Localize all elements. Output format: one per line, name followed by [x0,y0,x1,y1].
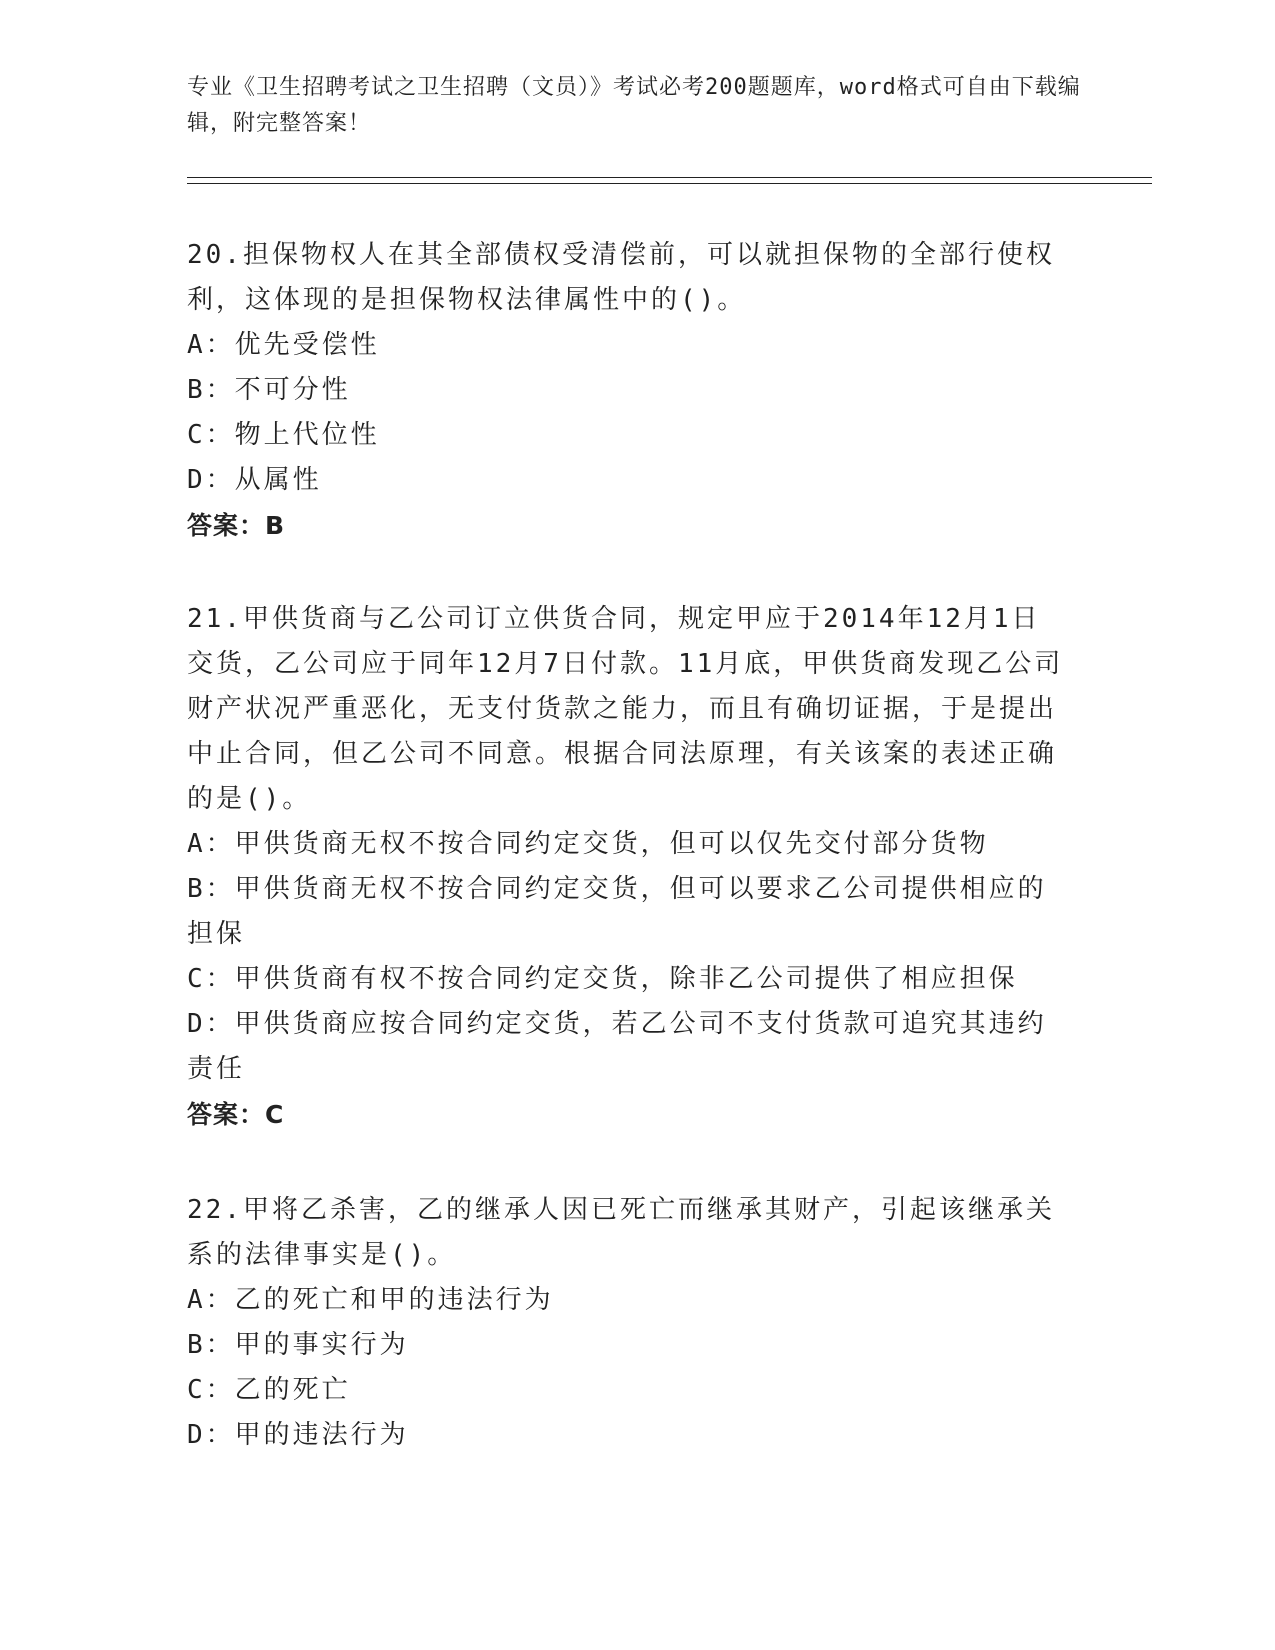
option-d: D：从属性 [187,465,322,495]
option-d: D：甲供货商应按合同约定交货，若乙公司不支付货款可追究其违约责任 [187,1009,1047,1084]
question-stem: 22.甲将乙杀害，乙的继承人因已死亡而继承其财产，引起该继承关系的法律事实是()。 [187,1195,1055,1270]
document-header: 专业《卫生招聘考试之卫生招聘（文员）》考试必考200题题库，word格式可自由下载编辑，附完整答案！ [187,75,1081,136]
option-a: A：优先受偿性 [187,330,380,360]
option-b: B：甲供货商无权不按合同约定交货，但可以要求乙公司提供相应的担保 [187,874,1047,949]
question-22 [187,1188,1067,1458]
question-stem: 20.担保物权人在其全部债权受清偿前，可以就担保物的全部行使权利，这体现的是担保物权法律属性中的()。 [187,240,1055,315]
option-a: A：乙的死亡和甲的违法行为 [187,1285,554,1315]
question-21 [187,597,1067,1137]
option-c: C：乙的死亡 [187,1375,351,1405]
answer-label: 答案：C [187,1100,285,1129]
option-a: A：甲供货商无权不按合同约定交货，但可以仅先交付部分货物 [187,829,989,859]
answer-label: 答案：B [187,511,286,540]
option-c: C：物上代位性 [187,420,380,450]
option-b: B：不可分性 [187,375,351,405]
question-stem: 21.甲供货商与乙公司订立供货合同，规定甲应于2014年12月1日交货，乙公司应于同年12月7日付款。11月底，甲供货商发现乙公司财产状况严重恶化，无支付货款之能力，而且有确切证据，于是提出中止合同，但乙公司不同意。根据合同法原理，有关该案的表述正确的是()。 [187,604,1064,814]
option-b: B：甲的事实行为 [187,1330,409,1360]
option-c: C：甲供货商有权不按合同约定交货，除非乙公司提供了相应担保 [187,964,1018,994]
header-divider-bottom [187,183,1152,184]
question-20 [187,233,1067,548]
option-d: D：甲的违法行为 [187,1420,409,1450]
header-divider-top [187,177,1152,178]
